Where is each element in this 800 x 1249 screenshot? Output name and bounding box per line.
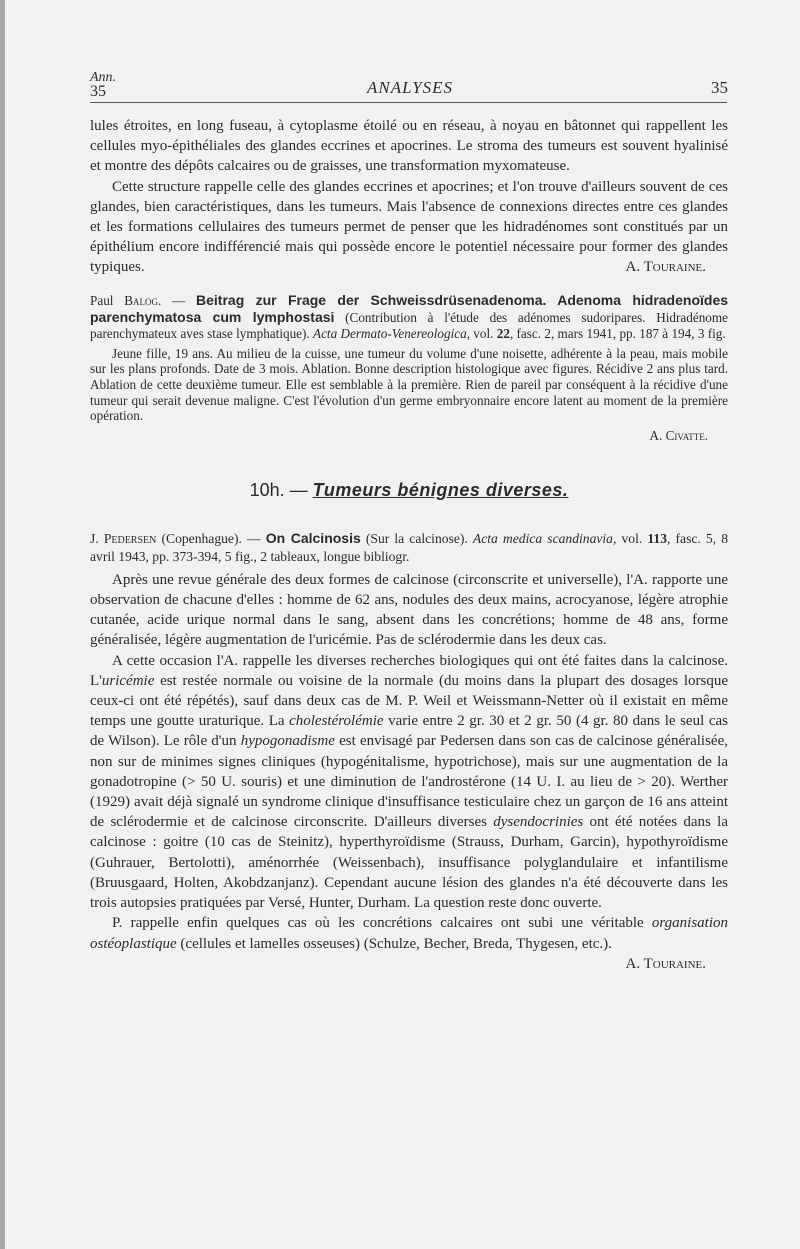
emphasis: dysendocrinies — [493, 814, 584, 831]
paragraph: Après une revue générale des deux formes de calcinose (circonscrite et universelle), l'A. rapporte une observation de chacune d'elles : homme de 62 ans, nodules des deux mains, acrocyanose, légère atrophie cutanée, acide urique normal dans le sang, absent dans les concrétions; homme de 48 ans, forme généralisée, légère augmentation de l'uricémie. Pas de sclérodermie dans les deux cas. — [90, 571, 728, 649]
review-body: Jeune fille, 19 ans. Au milieu de la cuisse, une tumeur du volume d'une noisette, adhérente à la peau, mais mobile sur les plans profonds. Date de 3 mois. Ablation. Bonne description histologique avec figures. Récidive 2 ans plus tard. Ablation de cette deuxième tumeur. Elle est semblable à la première. Rien de pareil par conséquent à la récidive d'une tumeur qui serait devenue maligne. C'est l'évolution d'un germe embryonnaire encore latent au moment de la première opération. — [90, 345, 728, 424]
review-entry-balog — [90, 292, 728, 444]
emphasis: hypogonadisme — [240, 733, 335, 750]
paragraph-text: est restée normale ou voisine de la normale (du moins dans la plupart des dosages lorsque ceux-ci ont été répétés), sauf dans deux cas de M. P. Weil et Weissmann-Netter où il existait en même temps une goutte uraturique. La — [90, 672, 728, 730]
journal-name: Acta Dermato-Venereologica — [313, 325, 467, 341]
paragraph-text: est envisagé par Pedersen dans son cas de calcinose généralisée, non sur de minimes signes cliniques (hypogénitalisme, hypotrichose), mais sur une augmentation de la gonadotropine (> 50 U. souris) et une diminution de l'androstérone (14 U. I. au lieu de > 20). Werther (1929) avait déjà signalé un syndrome clinique d'insuffisance testiculaire chez un garçon de 16 ans atteint de sclérodermie et de calcinose circonscrite. D'ailleurs diverses — [90, 733, 728, 831]
ref-text: , fasc. 2, mars 1941, pp. 187 à 194, 3 fig. — [509, 325, 726, 341]
running-title: ANALYSES — [366, 78, 454, 97]
paragraph-text: A cette occasion l'A. rappelle les diverses recherches biologiques qui ont été faites dans la calcinose. L' — [90, 652, 728, 689]
section-title: Tumeurs bénignes diverses. — [312, 479, 569, 500]
section-heading — [90, 480, 728, 501]
reviewer-signature: A. Civatte. — [649, 428, 708, 444]
author-place: (Copenhague). — — [156, 530, 266, 546]
citation — [90, 529, 728, 566]
title-translation: (Sur la calcinose). — [360, 530, 473, 546]
header-rule — [90, 102, 727, 103]
running-header — [90, 70, 730, 100]
paragraph-text: Cette structure rappelle celle des glandes eccrines et apocrines; et l'on trouve d'ailleurs souvent de ces glandes, bien caractéristiques, dans les tumeurs. Mais l'absence de connexions directes entre ces glandes et les formations cellulaires des tumeurs permet de penser que les hidradénomes sont constitués par un épithélium encore indifférencié mais qui possède encore le potentiel nécessaire pour former des glandes typiques. — [90, 178, 728, 276]
paragraph — [90, 651, 728, 914]
right-page-number: 35 — [711, 78, 728, 97]
review-entry-pedersen — [90, 529, 729, 972]
emphasis: organisation ostéoplastique — [90, 915, 728, 952]
reviewer-signature: A. Touraine. — [625, 955, 706, 972]
margin-note: Ann. — [90, 70, 117, 85]
author-last-name: Balog. — [124, 292, 162, 308]
paragraph — [90, 177, 728, 278]
article-title: On Calcinosis — [265, 529, 361, 546]
paragraph-text: (cellules et lamelles osseuses) (Schulze, Becher, Breda, Thygesen, etc.). — [176, 935, 612, 952]
author-last-name: Pedersen — [103, 530, 157, 546]
volume-number: 22 — [496, 325, 510, 341]
left-page-number: 35 — [90, 83, 106, 100]
paragraph-text: ont été notées dans la calcinose : goitre (10 cas de Steinitz), hyperthyroïdisme (Strauss, Durham, Garcin), hypothyroïdisme (Guhrauer, Bertolotti), aménorrhée (Weissenbach), insuffisance polyglandulaire et infantilisme (Bruusgaard, Holten, Akobdzanjanz). Cependant aucune lésion des glandes n'a été découverte dans les trois autopsies pratiquées par Versé, Hunter, Durham. La question reste donc ouverte. — [90, 814, 728, 912]
article-title: Beitrag zur Frage der Schweissdrüsenadenoma. Adenoma hidradenoïdes parenchymatosa cum lymphostasi — [90, 291, 729, 325]
paragraph-text: P. rappelle enfin quelques cas où les concrétions calcaires ont subi une véritable — [112, 915, 652, 932]
dash: — — [161, 292, 197, 308]
continued-review — [90, 116, 728, 278]
emphasis: cholestérolémie — [289, 713, 384, 730]
paragraph: lules étroites, en long fuseau, à cytoplasme étoilé ou en réseau, à noyau en bâtonnet qui rappellent les cellules myo-épithéliales des glandes eccrines et apocrines. Le stroma des tumeurs est souvent hyalinisé et montre des dépôts calcaires ou de graisses, une transformation myxomateuse. — [90, 118, 728, 175]
journal-name: Acta medica scandinavia — [472, 530, 613, 546]
ref-text: , vol. — [612, 530, 648, 546]
title-translation: (Contribution à l'étude des adénomes sudoripares. Hidradénome parenchymateux aves stase lymphatique). — [90, 309, 728, 341]
ref-text: , vol. — [466, 325, 497, 341]
ref-text: , fasc. 5, 8 avril 1943, pp. 373-394, 5 fig., 2 tableaux, longue bibliogr. — [90, 530, 729, 564]
reviewer-signature: A. Touraine. — [625, 259, 706, 276]
volume-number: 113 — [647, 530, 668, 546]
emphasis: uricémie — [101, 672, 155, 689]
author-initial: J. — [90, 530, 99, 546]
page-binding-edge — [0, 0, 5, 1249]
citation — [90, 292, 728, 342]
section-dash: — — [289, 479, 308, 500]
paragraph-text: varie entre 2 gr. 30 et 2 gr. 50 (4 gr. 80 dans le seul cas de Wilson). Le rôle d'un — [90, 713, 728, 750]
section-number: 10h. — [249, 479, 285, 500]
author-first-name: Paul — [90, 292, 114, 308]
paragraph — [90, 913, 728, 972]
page-content — [90, 116, 728, 974]
